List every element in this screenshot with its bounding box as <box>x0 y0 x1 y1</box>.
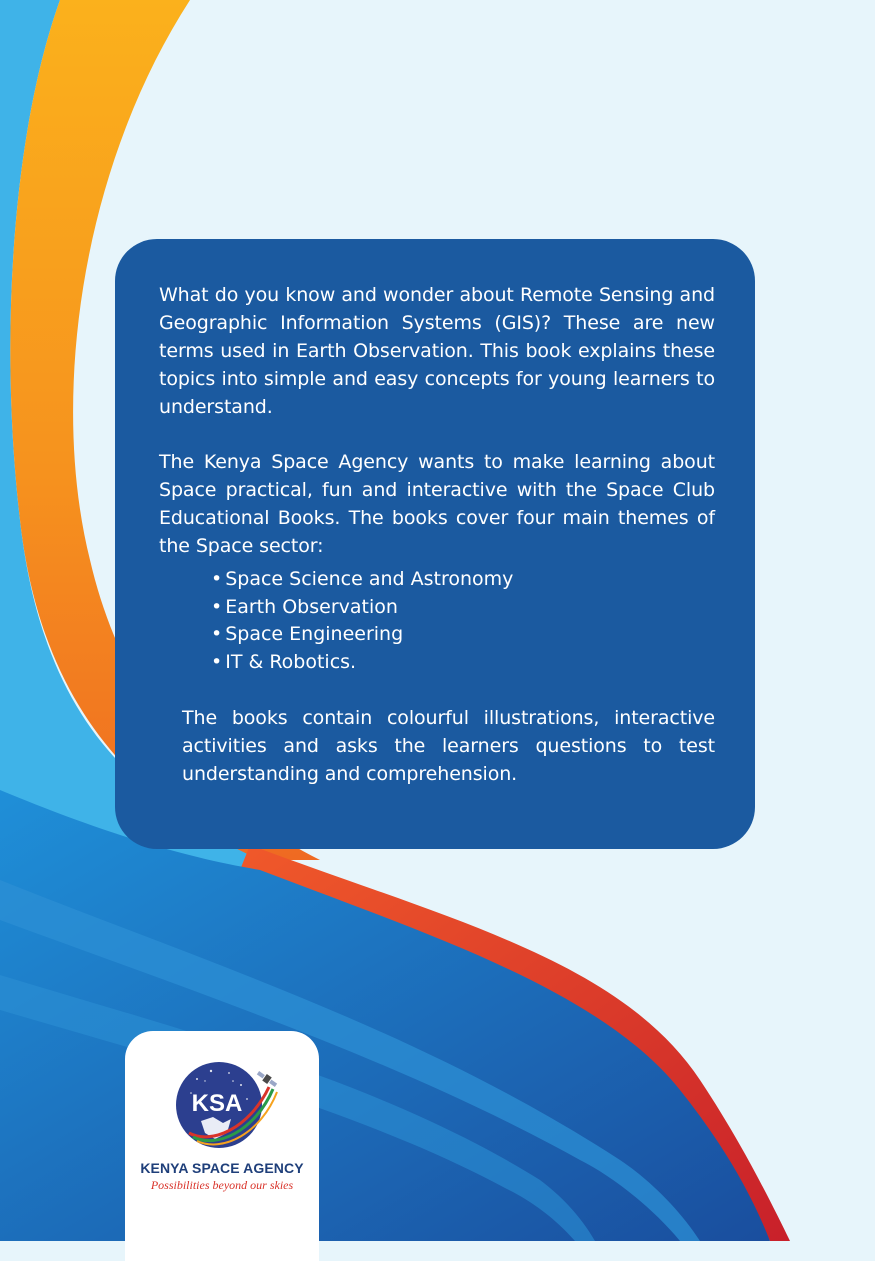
list-item: • Space Engineering <box>211 621 715 649</box>
tagline: Possibilities beyond our skies <box>150 1178 294 1192</box>
intro-paragraph: What do you know and wonder about Remote Sensing and Geographic Information Systems (GIS)? These are new terms used in Earth Observation. This book explains these topics into simple and easy concepts for young learners to understand. <box>159 284 715 418</box>
emblem-text: KSA <box>191 1090 243 1117</box>
agency-paragraph: The Kenya Space Agency wants to make learning about Space practical, fun and interactive with the Space Club Educational Books. The books cover four main themes of the Space sector: <box>159 451 715 557</box>
info-box <box>115 239 755 849</box>
list-item: • Space Science and Astronomy <box>211 566 715 594</box>
logo-card <box>125 1031 319 1261</box>
themes-list <box>159 566 715 676</box>
list-item: • Earth Observation <box>211 594 715 622</box>
org-name: KENYA SPACE AGENCY <box>140 1160 304 1176</box>
list-item: • IT & Robotics. <box>211 649 715 677</box>
books-paragraph: The books contain colourful illustrations, interactive activities and asks the learners questions to test understanding and comprehension. <box>182 707 715 785</box>
ksa-emblem-icon <box>171 1059 291 1151</box>
